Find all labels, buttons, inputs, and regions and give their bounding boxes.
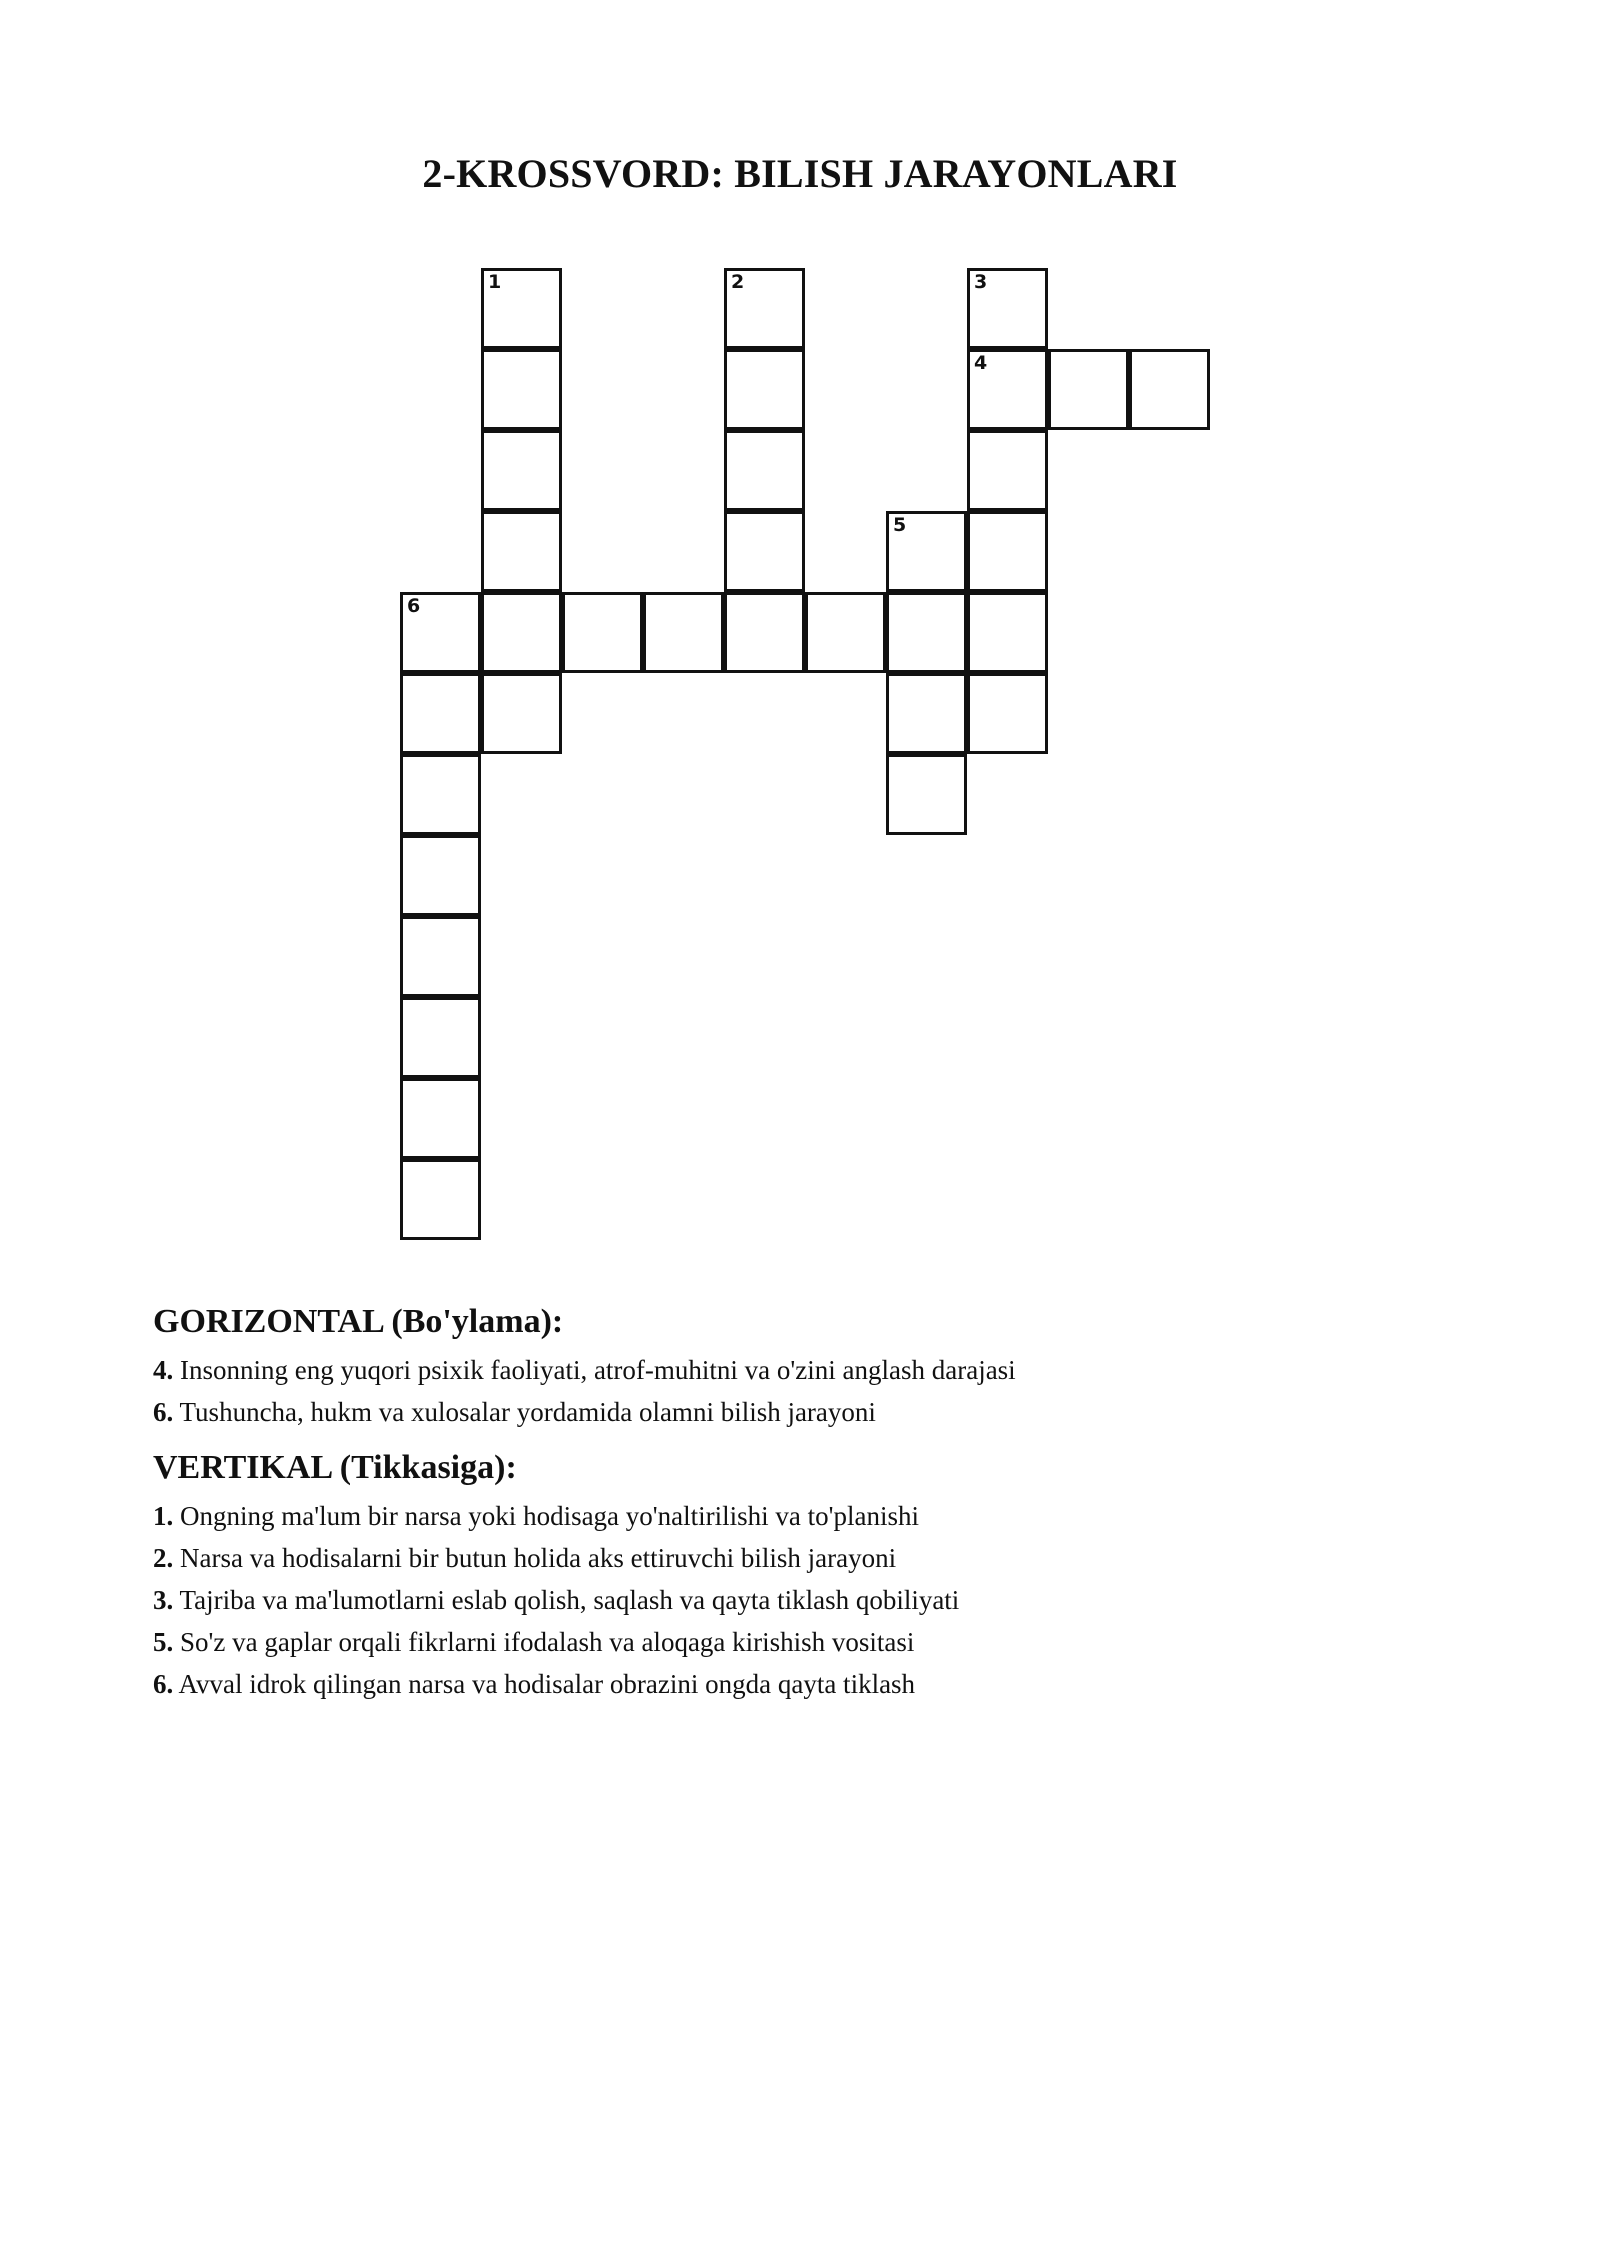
crossword-cell[interactable] xyxy=(481,430,562,511)
crossword-cell[interactable] xyxy=(562,592,643,673)
crossword-cell[interactable] xyxy=(967,430,1048,511)
crossword-cell[interactable] xyxy=(967,592,1048,673)
clue-text: Avval idrok qilingan narsa va hodisalar obrazini ongda qayta tiklash xyxy=(178,1669,916,1699)
crossword-cell[interactable] xyxy=(1048,349,1129,430)
crossword-cell[interactable] xyxy=(886,592,967,673)
cell-number: 5 xyxy=(893,514,907,536)
crossword-cell[interactable] xyxy=(481,673,562,754)
horizontal-heading: GORIZONTAL (Bo'ylama): xyxy=(153,1303,564,1340)
clue-item xyxy=(153,1349,1453,1391)
crossword-cell[interactable] xyxy=(886,754,967,835)
crossword-cell[interactable] xyxy=(724,511,805,592)
clue-text: Insonning eng yuqori psixik faoliyati, atrof-muhitni va o'zini anglash darajasi xyxy=(180,1355,1016,1385)
crossword-cell[interactable] xyxy=(481,349,562,430)
crossword-cell[interactable] xyxy=(481,592,562,673)
crossword-cell[interactable] xyxy=(967,511,1048,592)
crossword-cell[interactable] xyxy=(967,673,1048,754)
crossword-cell[interactable] xyxy=(724,592,805,673)
crossword-cell[interactable] xyxy=(886,673,967,754)
clue-text: Narsa va hodisalarni bir butun holida aks ettiruvchi bilish jarayoni xyxy=(180,1543,897,1573)
crossword-cell[interactable] xyxy=(481,268,562,349)
crossword-cell[interactable] xyxy=(400,997,481,1078)
crossword-cell[interactable] xyxy=(400,1078,481,1159)
clue-text: Ongning ma'lum bir narsa yoki hodisaga yo'naltirilishi va to'planishi xyxy=(180,1501,919,1531)
clue-text: Tushuncha, hukm va xulosalar yordamida olamni bilish jarayoni xyxy=(179,1397,876,1427)
crossword-cell[interactable] xyxy=(967,349,1048,430)
clue-item xyxy=(153,1579,1453,1621)
crossword-cell[interactable] xyxy=(643,592,724,673)
clue-item xyxy=(153,1537,1453,1579)
crossword-cell[interactable] xyxy=(724,349,805,430)
clue-item xyxy=(153,1391,1453,1433)
clue-text: So'z va gaplar orqali fikrlarni ifodalash va aloqaga kirishish vositasi xyxy=(180,1627,915,1657)
clue-number: 3. xyxy=(153,1585,174,1615)
crossword-cell[interactable] xyxy=(724,430,805,511)
crossword-cell[interactable] xyxy=(886,511,967,592)
crossword-cell[interactable] xyxy=(400,673,481,754)
clue-number: 6. xyxy=(153,1397,174,1427)
clue-number: 5. xyxy=(153,1627,174,1657)
clue-number: 6. xyxy=(153,1669,174,1699)
cell-number: 1 xyxy=(488,271,502,293)
clue-number: 1. xyxy=(153,1501,174,1531)
crossword-cell[interactable] xyxy=(400,592,481,673)
clue-number: 4. xyxy=(153,1355,174,1385)
clues-section xyxy=(153,1303,1453,1721)
clue-item xyxy=(153,1621,1453,1663)
clue-item xyxy=(153,1663,1453,1705)
crossword-cell[interactable] xyxy=(481,511,562,592)
page-title: 2-KROSSVORD: BILISH JARAYONLARI xyxy=(422,151,1178,196)
cell-number: 3 xyxy=(974,271,988,293)
crossword-cell[interactable] xyxy=(400,754,481,835)
crossword-cell[interactable] xyxy=(1129,349,1210,430)
vertical-heading: VERTIKAL (Tikkasiga): xyxy=(153,1449,517,1486)
vertical-clue-list xyxy=(153,1495,1453,1705)
horizontal-clue-list xyxy=(153,1349,1453,1433)
cell-number: 4 xyxy=(974,352,988,374)
cell-number: 2 xyxy=(731,271,745,293)
crossword-cell[interactable] xyxy=(724,268,805,349)
clue-number: 2. xyxy=(153,1543,174,1573)
cell-number: 6 xyxy=(407,595,421,617)
crossword-cell[interactable] xyxy=(805,592,886,673)
clue-text: Tajriba va ma'lumotlarni eslab qolish, saqlash va qayta tiklash qobiliyati xyxy=(179,1585,960,1615)
clue-item xyxy=(153,1495,1453,1537)
crossword-cell[interactable] xyxy=(400,916,481,997)
crossword-cell[interactable] xyxy=(400,835,481,916)
crossword-cell[interactable] xyxy=(400,1159,481,1240)
crossword-cell[interactable] xyxy=(967,268,1048,349)
